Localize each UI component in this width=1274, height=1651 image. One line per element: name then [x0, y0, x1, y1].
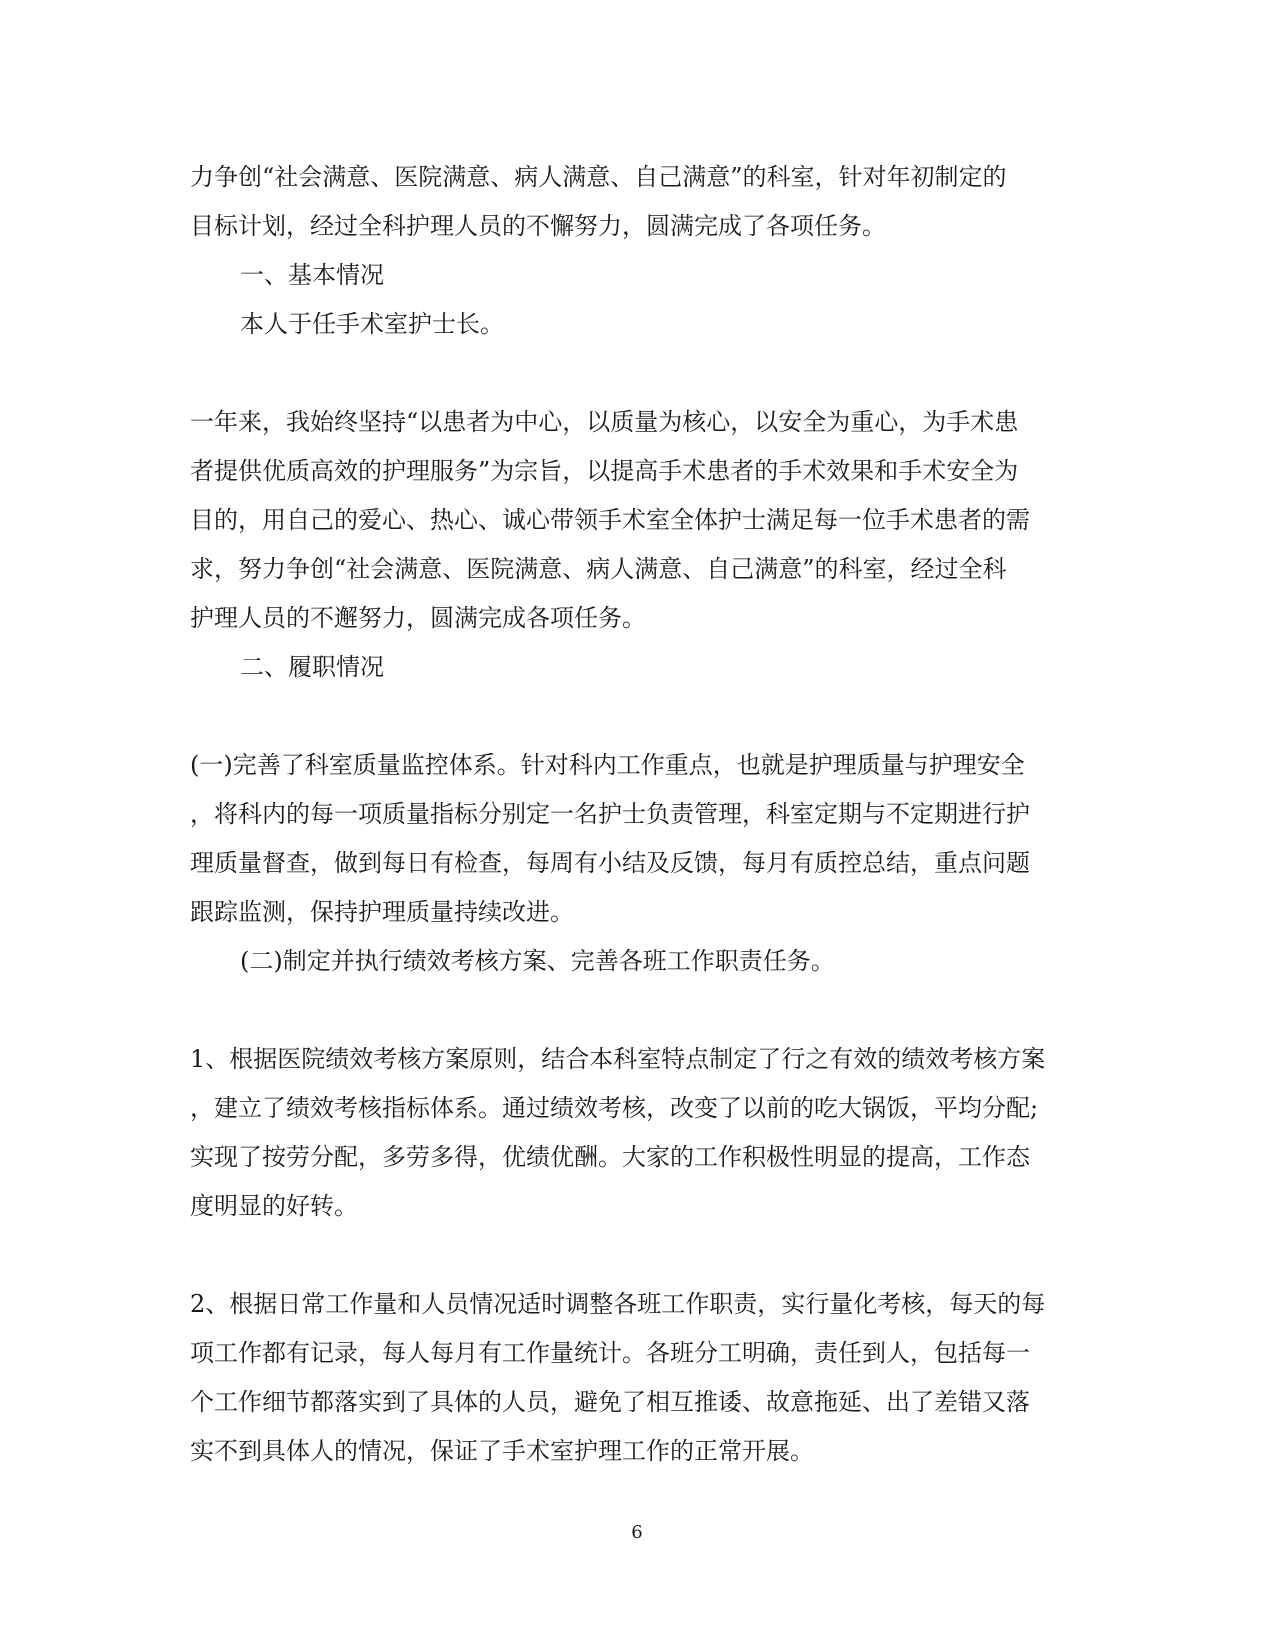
text-line: 实不到具体人的情况，保证了手术室护理工作的正常开展。: [190, 1437, 814, 1465]
spacer: [190, 1231, 1090, 1280]
text-line: 目标计划，经过全科护理人员的不懈努力，圆满完成了各项任务。: [190, 212, 886, 240]
subheading-performance: (二)制定并执行绩效考核方案、完善各班工作职责任务。: [240, 947, 835, 975]
text-line: 实现了按劳分配，多劳多得，优绩优酬。大家的工作积极性明显的提高，工作态: [190, 1143, 1030, 1171]
text-line: 个工作细节都落实到了具体的人员，避免了相互推诿、故意拖延、出了差错又落: [190, 1388, 1030, 1416]
page-number: 6: [631, 1522, 643, 1543]
paragraph-item-1: [190, 1035, 1090, 1231]
paragraph-item-2: [190, 1280, 1090, 1476]
text-line: 护理人员的不邂努力，圆满完成各项任务。: [190, 604, 646, 632]
text-line: (一)完善了科室质量监控体系。针对科内工作重点，也就是护理质量与护理安全: [190, 751, 1025, 779]
text-line: ，将科内的每一项质量指标分别定一名护士负责管理，科室定期与不定期进行护: [190, 800, 1030, 828]
document-body: [190, 153, 1090, 1476]
text-line: 力争创“社会满意、医院满意、病人满意、自己满意”的科室，针对年初制定的: [190, 163, 1007, 191]
text-line: 一年来，我始终坚持“以患者为中心，以质量为核心，以安全为重心，为手术患: [190, 408, 1019, 436]
text-line: 理质量督查，做到每日有检查，每周有小结及反馈，每月有质控总结，重点问题: [190, 849, 1030, 877]
paragraph-intro: [190, 153, 1090, 251]
section-heading-duties: 二、履职情况: [240, 653, 384, 681]
paragraph-year-summary: [190, 398, 1090, 643]
section-heading-basic-info: 一、基本情况: [240, 261, 384, 289]
text-line: 求，努力争创“社会满意、医院满意、病人满意、自己满意”的科室，经过全科: [190, 555, 1007, 583]
text-line: 度明显的好转。: [190, 1192, 358, 1220]
text-line: ，建立了绩效考核指标体系。通过绩效考核，改变了以前的吃大锅饭，平均分配;: [190, 1094, 1039, 1122]
text-line: 者提供优质高效的护理服务”为宗旨，以提高手术患者的手术效果和手术安全为: [190, 457, 1019, 485]
text-line: 目的，用自己的爱心、热心、诚心带领手术室全体护士满足每一位手术患者的需: [190, 506, 1030, 534]
spacer: [190, 349, 1090, 398]
text-line: 跟踪监测，保持护理质量持续改进。: [190, 898, 574, 926]
spacer: [190, 986, 1090, 1035]
text-line: 1、根据医院绩效考核方案原则，结合本科室特点制定了行之有效的绩效考核方案: [190, 1045, 1046, 1073]
paragraph-quality-monitoring: [190, 741, 1090, 937]
paragraph-appointment: 本人于任手术室护士长。: [240, 310, 504, 338]
text-line: 2、根据日常工作量和人员情况适时调整各班工作职责，实行量化考核，每天的每: [190, 1290, 1046, 1318]
text-line: 项工作都有记录，每人每月有工作量统计。各班分工明确，责任到人，包括每一: [190, 1339, 1030, 1367]
spacer: [190, 692, 1090, 741]
